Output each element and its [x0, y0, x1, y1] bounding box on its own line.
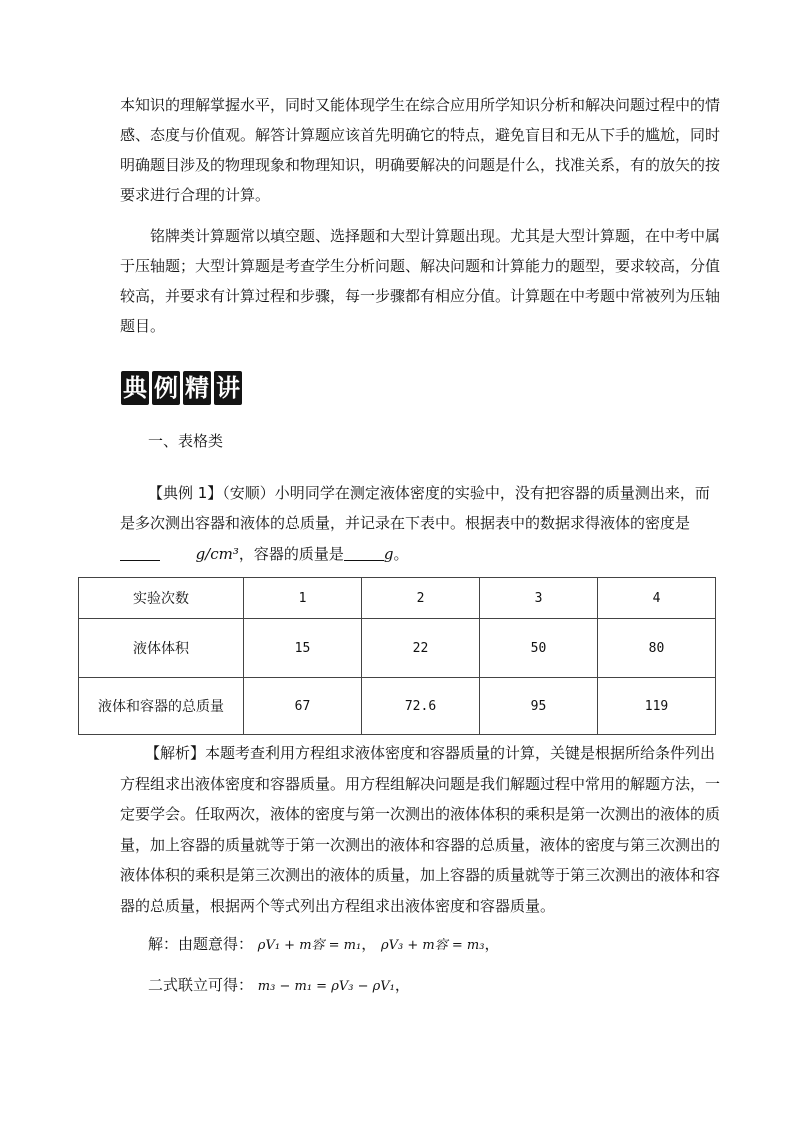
table-cell: 2: [362, 578, 480, 619]
banner-char: 例: [152, 371, 180, 405]
banner-char: 典: [121, 371, 149, 405]
nameplate-paragraph: [120, 221, 721, 341]
table-cell: 4: [598, 578, 716, 619]
example-problem: [120, 478, 710, 569]
analysis-line: 器的总质量，根据两个等式列出方程组求出液体密度和容器质量。: [120, 896, 556, 915]
mass-unit: g: [383, 545, 394, 563]
analysis-line: 液体体积的乘积是第三次测出的液体的质量，加上容器的质量就等于第三次测出的液体和容: [120, 866, 721, 884]
example-mid-text: ，容器的质量是: [238, 545, 344, 563]
separator: ，: [361, 935, 377, 953]
analysis-paragraph: [120, 738, 721, 921]
table-row: [79, 619, 716, 678]
table-cell: 72.6: [362, 678, 480, 735]
section-banner: [121, 371, 242, 405]
table-cell: 22: [362, 619, 480, 678]
table-cell: 液体和容器的总质量: [79, 678, 244, 735]
table-row: [79, 678, 716, 735]
table-cell: 3: [480, 578, 598, 619]
table-cell: 1: [244, 578, 362, 619]
example-line: 是多次测出容器和液体的总质量，并记录在下表中。根据表中的数据求得液体的密度是: [120, 514, 691, 532]
example-answer-line: [120, 539, 680, 569]
intro-line: 本知识的理解掌握水平，同时又能体现学生在综合应用所学知识分析和解决问题过程中的情: [120, 96, 721, 114]
para-line: 较高，并要求有计算过程和步骤，每一步骤都有相应分值。计算题在中考题中常被列为压轴: [120, 287, 721, 305]
solution-label: 解：由题意得：: [148, 935, 254, 953]
para-line: 题目。: [120, 317, 166, 335]
table-header-row: [79, 578, 716, 619]
solution-equation-2: [148, 974, 410, 995]
solution-label: 二式联立可得：: [148, 976, 254, 994]
intro-paragraph: [120, 90, 721, 210]
intro-line: 要求进行合理的计算。: [120, 186, 271, 204]
table-cell: 实验次数: [79, 578, 244, 619]
intro-line: 感、态度与价值观。解答计算题应该首先明确它的特点，避免盲目和无从下手的尴尬，同时: [120, 126, 721, 144]
table-cell: 95: [480, 678, 598, 735]
banner-char: 精: [183, 371, 211, 405]
para-line: 铭牌类计算题常以填空题、选择题和大型计算题出现。尤其是大型计算题，在中考中属: [150, 227, 721, 245]
equation: ρV₃ + m容 = m₃: [381, 938, 485, 953]
table-cell: 80: [598, 619, 716, 678]
example-end-punct: 。: [393, 545, 409, 563]
para-line: 于压轴题；大型计算题是考查学生分析问题、解决问题和计算能力的题型，要求较高，分值: [120, 257, 721, 275]
banner-char: 讲: [214, 371, 242, 405]
data-table: [78, 577, 716, 735]
table-cell: 67: [244, 678, 362, 735]
section-label: 一、表格类: [148, 432, 224, 450]
example-line: 【典例 1】（安顺）小明同学在测定液体密度的实验中，没有把容器的质量测出来，而: [148, 484, 710, 502]
analysis-line: 量，加上容器的质量就等于第一次测出的液体和容器的总质量，液体的密度与第三次测出的: [120, 835, 721, 854]
separator: ，: [394, 976, 410, 994]
equation: m₃ − m₁ = ρV₃ − ρV₁: [257, 979, 395, 994]
density-unit: g/cm³: [195, 545, 239, 563]
intro-line: 明确题目涉及的物理现象和物理知识，明确要解决的问题是什么，找准关系，有的放矢的按: [120, 156, 721, 174]
table-cell: 液体体积: [79, 619, 244, 678]
table-cell: 50: [480, 619, 598, 678]
solution-equation-1: [148, 933, 499, 954]
table-cell: 119: [598, 678, 716, 735]
equation: ρV₁ + m容 = m₁: [257, 938, 362, 953]
analysis-line: 定要学会。任取两次，液体的密度与第一次测出的液体体积的乘积是第一次测出的液体的质: [120, 805, 721, 823]
analysis-line: 方程组求出液体密度和容器质量。用方程组解决问题是我们解题过程中常用的解题方法，一: [120, 774, 721, 793]
answer-blank-density[interactable]: [120, 544, 160, 561]
separator: ，: [484, 935, 500, 953]
table-cell: 15: [244, 619, 362, 678]
answer-blank-mass[interactable]: [344, 544, 384, 561]
analysis-line: 【解析】本题考查利用方程组求液体密度和容器质量的计算，关键是根据所给条件列出: [145, 744, 716, 762]
